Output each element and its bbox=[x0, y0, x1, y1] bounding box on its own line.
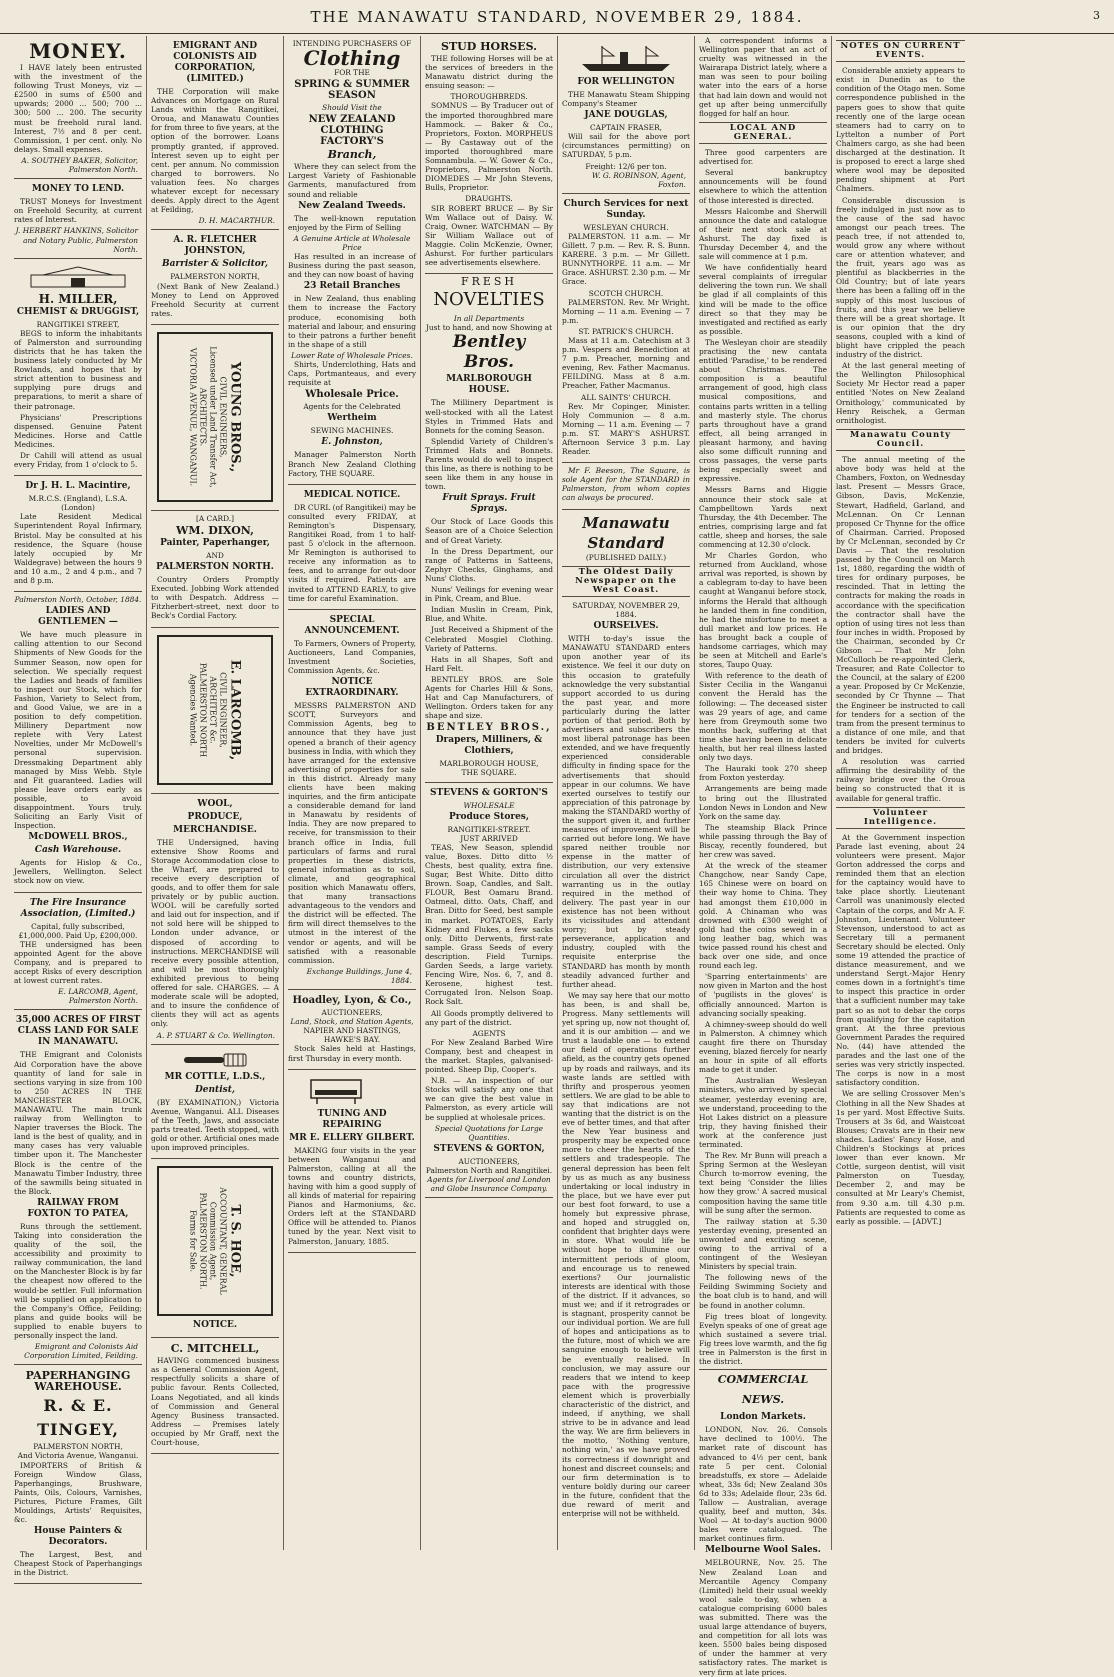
clothing-nz: NEW ZEALAND CLOTHING FACTORY'S bbox=[308, 114, 396, 148]
wellington-title: FOR WELLINGTON bbox=[577, 77, 675, 87]
medical-title: MEDICAL NOTICE. bbox=[303, 489, 401, 500]
paper-title: Manawatu Standard bbox=[582, 513, 670, 552]
volunteer-text-2: We are selling Crossover Men's Clothing in all the New Shades at 1s per yard. Most Effective Suits. Trousers at 3s 6d, and Waistcoat Blouses; Cravats are in their new shades. Ladies' Fancy Hose, and Children's Stockings at prices lower than ever known. Mr Cottle, surgeon dentist, will visit Palmerston on Tuesday, December 2, and may be consulted at Mr Leary's Chemist, from 9.30 a.m. till 4.30 p.m. Patients are requested to come as early as possible. — [ADVT.] bbox=[836, 1089, 965, 1226]
notice-title: NOTICE. bbox=[192, 1320, 238, 1331]
money-signature: A. SOUTHEY BAKER, Solicitor, Palmerston North. bbox=[21, 155, 138, 175]
miller-text-3: Dr Cahill will attend as usual every Friday, from 1 o'clock to 5. bbox=[14, 451, 142, 470]
young-line-3: Licensed under Land Transfer Act, bbox=[208, 346, 218, 488]
melbourne-text: MELBOURNE, Nov. 25. The New Zealand Loan and Mercantile Agency Company (Limited) held their usual weekly wool sale to-day, when a catalogue comprising 6000 bales was submitted. There was the usual large attendance of buyers, and competition for all lots was keen. 5500 bales being disposed of under the hammer at very satisfactory rates. The market is very firm at late prices. bbox=[699, 1558, 827, 1677]
wesleyan-heading: WESLEYAN CHURCH. bbox=[583, 222, 669, 232]
gorton-agents: For New Zealand Barbed Wire Company, best and cheapest in the market. Staples, galvanised-pointed. Sheep Dip, Cooper's. bbox=[425, 1037, 553, 1075]
lend-ad bbox=[14, 179, 142, 259]
notes-text-2: Considerable discussion is freely indulged in just now as to the cause of the sad havoc amongst our peach trees. The peach tree, if not attended to, would grow any where without care or attention whatever, and the fruit, years ago was as plentiful as blackberries in the Old Country; but of late years there has been a falling off in the supply of this most luscious of fruits, and this year we believe there will be a great shortage. It is our opinion that the dry seasons, coupled with a kind of blight have crippled the peach industry of the district. bbox=[836, 195, 965, 360]
tingey-subtitle: House Painters & Decorators. bbox=[33, 1526, 123, 1548]
volunteer-title: Volunteer Intelligence. bbox=[836, 807, 965, 829]
cottle-name: MR COTTLE, L.D.S., bbox=[164, 1071, 266, 1082]
hoadley-text: Stock Sales held at Hastings, first Thursday in every month. bbox=[288, 1044, 416, 1063]
eca-signature: D. H. MACARTHUR. bbox=[198, 216, 275, 226]
lend-text: TRUST Moneys for Investment on Freehold Security, at current rates of Interest. bbox=[14, 197, 142, 225]
drapers: Drapers, Milliners, & Clothiers, bbox=[435, 735, 543, 757]
special-quotations: Special Quotations for Large Quantities. bbox=[434, 1123, 544, 1142]
hoadley-ad bbox=[288, 990, 416, 1070]
ladies-date: Palmerston North, October, 1884. bbox=[14, 595, 142, 605]
eca-title: EMIGRANT AND COLONISTS AID CORPORATION, (LIMITED.) bbox=[172, 41, 258, 84]
fresh-heading: FRESH bbox=[460, 275, 518, 289]
local-text-19: Fig trees bloat of longevity. Evelyn speaks of one of great age which sustained a severe trial. Fig trees love warmth, and the fig tree in Palmerston is the first in the district. bbox=[699, 1311, 827, 1367]
acres-text: THE Emigrant and Colonists Aid Corporation have the above quantity of land for sale in sections varying in size from 100 to 250 ACRES IN THE MANCHESTER BLOCK, MANAWATU. The main trunk railway from Wellington to Napier traverses the Block. The land is the best of quality, and in many cases has very valuable timber upon it. The Manchester Block is the centre of the Manawatu Timber Industry, three of the sawmills being situated in the Block. bbox=[14, 1050, 142, 1196]
miller-text-2: Physicians' Prescriptions dispensed. Genuine Patent Medicines. Horse and Cattle Medicines. bbox=[14, 412, 142, 449]
bentley-text-2: Splendid Variety of Children's Trimmed Hats and Bonnets. Parents would do well to inspect this line, as there is nothing to be seen like them in any house in town. bbox=[425, 436, 553, 492]
clothing-text-5: Shirts, Underclothing, Hats and Caps, Portmanteaus, and every requisite at bbox=[288, 359, 416, 388]
hoadley-sub: AUCTIONEERS, bbox=[321, 1008, 383, 1018]
clothing-text-2: The well-known reputation enjoyed by the Firm of Selling bbox=[288, 213, 416, 232]
young-line-2: CIVIL ENGINEERS, bbox=[218, 376, 228, 458]
clothing-wertheim: Wertheim bbox=[327, 413, 377, 424]
money-title: MONEY. bbox=[29, 39, 127, 63]
county-council-title: Manawatu County Council. bbox=[836, 429, 965, 451]
steamship-icon bbox=[576, 42, 676, 74]
column-3 bbox=[284, 36, 421, 1550]
clothing-visit: Should Visit the bbox=[322, 103, 382, 113]
special-text: To Farmers, Owners of Property, Auctioneers, Land Companies, Investment Societies, Commission Agents, &c. bbox=[288, 638, 416, 676]
cottle-trade: Dentist, bbox=[194, 1084, 235, 1095]
money-text: I HAVE lately been entrusted with the investment of the following Trust Moneys, viz — £2500 in sums of £500 and upwards; 2000 ... 500; 700 ... 300; 500 ... 200. The security must be freehold rural land. Interest, 7½ and 8 per cent. Commission, 1 per cent. only. No delays. Small expenses. bbox=[14, 63, 142, 154]
hoe-line-2: ACCOUNTANT, GENERAL bbox=[218, 1187, 228, 1295]
mitchell-ad bbox=[151, 1338, 279, 1454]
local-text-12: At the wreck of the steamer Changchow, near Sandy Cape, 165 Chinese were on board on their way home to China. They had amongst them £10,000 in gold. A Chinaman who was drowned with £300 weight of gold had the coins sewed in a long leather bag, which was twice passed round his chest and back over one side, and once round each leg. bbox=[699, 861, 827, 971]
commercial-title: COMMERCIAL NEWS. bbox=[699, 1369, 827, 1410]
larcomb-line-2: CIVIL ENGINEER, bbox=[218, 671, 228, 748]
wesleyan-text: PALMERSTON. 11 a.m. — Mr Gillett. 7 p.m. — Rev. R. S. Bunn. KARERE. 3 p.m. — Mr Gillett. BUNNYTHORPE. 11 a.m. — Mr Grace. ASHURST. 2.30 p.m. — Mr Grace. bbox=[562, 231, 690, 287]
gorton-title: STEVENS & GORTON'S bbox=[430, 787, 548, 798]
bentley-text-6: Indian Muslin in Cream, Pink, Blue, and White. bbox=[425, 605, 553, 624]
local-title: LOCAL AND GENERAL. bbox=[699, 122, 827, 144]
cottle-ad bbox=[151, 1045, 279, 1160]
scotch-heading: SCOTCH CHURCH. bbox=[588, 288, 664, 298]
hoe-vertical-text bbox=[188, 1187, 243, 1294]
clothing-lower: Lower Rate of Wholesale Prices. bbox=[291, 350, 413, 360]
johnston-name: A. R. FLETCHER JOHNSTON, bbox=[173, 235, 257, 257]
page-number: 3 bbox=[1093, 9, 1100, 22]
dixon-name: WM. DIXON, bbox=[176, 523, 254, 537]
stud-text: THE following Horses will be at the services of breeders in the Manawatu district during the ensuing season: — bbox=[425, 54, 553, 91]
scotch-text: PALMERSTON. Rev. Mr Wright. Morning — 11 a.m. Evening — 7 p.m. bbox=[562, 297, 690, 325]
bentley-title: Bentley Bros. bbox=[452, 332, 526, 373]
gilbert-label: TUNING AND REPAIRING bbox=[317, 1108, 387, 1130]
notes-title: NOTES ON CURRENT EVENTS. bbox=[836, 40, 965, 62]
clothing-season: SPRING & SUMMER SEASON bbox=[294, 79, 410, 102]
fire-insurance-ad bbox=[14, 893, 142, 1011]
thoroughbreds-heading: THOROUGHBREDS. bbox=[450, 92, 528, 102]
gorton-signature: STEVENS & GORTON, bbox=[433, 1143, 545, 1154]
local-text-5: The Wesleyan choir are steadily practising the new cantata entitled 'Paradise,' to be rendered about Christmas. The composition is a beautiful arrangement of good, high class musical compositions, and contains parts written in a telling and masterly style. The chorus parts throughout have a grand effect, all being arranged in pleasant harmony, and having also some difficult running and cross passages, the verse parts being especially sweet and expressive. bbox=[699, 337, 827, 484]
local-text-1: Three good carpenters are advertised for. bbox=[699, 148, 827, 167]
hoe-line-3: Commission Agent, bbox=[208, 1201, 218, 1281]
local-text-6: Messrs Barns and Higgie announce their stock sale at Campbelltown Yards next Thursday, the 4th December. The entries, comprising large and fat cattle, sheep and horses, the sale commencing at 12.30 o'clock. bbox=[699, 485, 827, 549]
eca-text: THE Corporation will make Advances on Mortgage on Rural Lands within the Rangitikei, Oroua, and Manawatu Counties for from three to five years, at the option of the borrower. Loans promptly granted, if approved. Interest seven up to eight per cent. per annum. No commission charged to borrowers. No valuation fees. No charges whatever except for necessary deeds. Apply direct to the Agent at Feilding, bbox=[151, 87, 279, 215]
dixon-trade: Painter, Paperhanger, bbox=[160, 537, 270, 548]
clothing-sewing: SEWING MACHINES. bbox=[310, 426, 394, 436]
agent-notice bbox=[562, 463, 690, 509]
church-title: Church Services for next Sunday. bbox=[563, 198, 689, 220]
railway-signature: Emigrant and Colonists Aid Corporation Limited, Feilding. bbox=[24, 1342, 138, 1361]
clothing-wholesale: Wholesale Price. bbox=[305, 389, 399, 401]
fire-text: THE undersigned has been appointed Agent for the above Company, and is prepared to accept Risks of every description at lowest current rates. bbox=[14, 939, 142, 986]
masthead-title: THE MANAWATU STANDARD, NOVEMBER 29, 1884. bbox=[310, 8, 804, 26]
hoadley-sub-2: Land, Stock, and Station Agents, bbox=[290, 1017, 414, 1027]
hoe-line-4: PALMERSTON NORTH. bbox=[198, 1192, 208, 1290]
johnston-text: (Next Bank of New Zealand.) Money to Lend on Approved Freehold Security at current rates. bbox=[151, 281, 279, 318]
gilbert-name: MR E. ELLERY GILBERT. bbox=[289, 1132, 415, 1143]
hoe-line-1: T. S. HOE, bbox=[227, 1204, 243, 1278]
column-4 bbox=[421, 36, 558, 1550]
column-6 bbox=[695, 36, 832, 1677]
bentley-text-9: BENTLEY BROS. are Sole Agents for Charles Hill & Sons, Hat and Cap Manufacturers, of Wellington. Orders taken for any shape and size. bbox=[425, 674, 553, 721]
clothing-text: Where they can select from the Largest Variety of Fashionable Garments, manufactured from sound and reliable bbox=[288, 162, 416, 199]
stud-text-2: SOMNUS — By Traducer out of the imported thoroughbred mare Hammock. — Baker & Co., Proprietors, Foxton. MORPHEUS — By Castaway out of the imported thoroughbred mare Somnambula. — W. Gower & Co., Proprietors, Palmerston North. DIOMEDES — Mr John Stevens, Bulls, Proprietor. bbox=[425, 101, 553, 193]
stud-title: STUD HORSES. bbox=[441, 40, 537, 53]
wool-ad bbox=[151, 794, 279, 1045]
gilbert-text: MAKING four visits in the year between Wanganui and Palmerston, calling at all the towns and country districts, having with him a good supply of all kinds of material for repairing Pianos and Harmoniums, &c. Orders left at the STANDARD Office will be attended to. Pianos tuned by the year. Next visit to Palmerston, January, 1885. bbox=[288, 1145, 416, 1246]
young-line-1: YOUNG BROS., bbox=[227, 361, 243, 473]
paperhanging-title: PAPERHANGING WAREHOUSE. bbox=[25, 1369, 131, 1394]
allsaints-heading: ALL SAINTS' CHURCH. bbox=[580, 392, 671, 402]
miller-trade: CHEMIST & DRUGGIST, bbox=[16, 306, 140, 317]
showing-text: Just to hand, and now Showing at bbox=[425, 323, 553, 333]
ship-signature: W. G. ROBINSON, Agent, Foxton. bbox=[591, 170, 686, 189]
in-all-departments: In all Departments bbox=[453, 314, 525, 324]
ship-text-2: Will sail for the above port (circumstances permitting) on SATURDAY, 5 p.m. bbox=[562, 132, 690, 160]
bentley-title-2: BENTLEY BROS., bbox=[426, 722, 552, 734]
novelties-heading: NOVELTIES bbox=[433, 289, 545, 311]
macintire-ad bbox=[14, 476, 142, 592]
the-square: THE SQUARE. bbox=[461, 768, 517, 778]
hoadley-title: Hoadley, Lyon, & Co., bbox=[292, 995, 412, 1007]
gorton-nb: N.B. — An inspection of our Stocks will satisfy any one that we can give the best value in Palmerston, as every article will be supplied at wholesale prices. bbox=[425, 1076, 553, 1122]
clothing-manager-text: Manager Palmerston North Branch New Zealand Clothing Factory, THE SQUARE. bbox=[288, 450, 416, 478]
macintire-quals: M.R.C.S. (England), L.S.A. (London) bbox=[28, 494, 128, 513]
local-text-15: The Australian Wesleyan ministers, who arrived by special steamer, yesterday evening are, we understand, proceeding to the Hot Lakes district on a pleasure trip, they having finished their work at the conference just terminated. bbox=[699, 1076, 827, 1149]
county-council-text: The annual meeting of the above body was held at the Chambers, Foxton, on Wednesday last. Present — Messrs Grace, Gibson, Davis, McKenzie, Stewart, Hadfield, Garland, and McLennan. On Cr Lennan proposed Cr Thynne for the office of Chairman. Carried. Proposed by Cr McLennan, seconded by Cr Davis — That the resolution passed by the Council on March 1st, 1880, regarding the width of tires for ordinary purposes, be rescinded. That in letting the contracts for making the roads in accordance with the specification the contractor shall have the option of using tires not less than four inches in width. Proposed by the Chairman, seconded by Cr Gibson — That Mr John McCulloch be re-appointed Clerk, Treasurer, and Rate Collector to the Council, at the salary of £200 a year. Proposed by Cr McKenzie, seconded by Cr Thynne — That the Engineer be instructed to call for tenders for a section of the tram from the present terminus to a distance of one mile, and that tenders be invited for culverts and bridges. bbox=[836, 455, 966, 756]
agent-text: Mr F. Beeson, The Square, is sole Agent for the STANDARD in Palmerston, from whom copies can always be procured. bbox=[562, 466, 690, 503]
column-2 bbox=[147, 36, 284, 1550]
tingey-place-2: And Victoria Avenue, Wanganui. bbox=[17, 1451, 139, 1461]
young-bros-box bbox=[157, 332, 273, 502]
eca-ad bbox=[151, 36, 279, 230]
fire-capital: Capital, fully subscribed, £1,000,000. Paid Up, £200,000. bbox=[18, 921, 138, 940]
dixon-ad bbox=[151, 511, 279, 628]
bentley-text-3: Our Stock of Lace Goods this Season are of a Choice Selection and of Great Variety. bbox=[425, 517, 553, 545]
extraordinary-signature: Exchange Buildings, June 4, 1884. bbox=[306, 966, 412, 985]
notes-text-3: At the last general meeting of the Wellington Philosophical Society Mr Hector read a paper entitled 'Notes on New Zealand Ornithology,' communicated by Henry Reischek, a German ornithologist. bbox=[836, 361, 965, 425]
marlborough-house-2: MARLBOROUGH HOUSE, bbox=[439, 759, 539, 769]
local-text-7: Mr Charles Gordon, who returned from Auckland, whose arrival was reported, is shown by a cablegram to-day to have been caught at Wanganui before stock, informs the Herald that although he landed them in fine condition, he had the misfortune to meet a dull market and low prices. He has brought back a couple of handsome carriages, which may be seen at Mitchell and Earle's stores, Taupo Quay. bbox=[699, 551, 827, 670]
tingey-text-2: The Largest, Best, and Cheapest Stock of Paperhangings in the District. bbox=[14, 1550, 142, 1578]
gorton-sub-2: Produce Stores, bbox=[448, 811, 529, 822]
bentley-text-8: Hats in all Shapes, Soft and Hard Felt. bbox=[425, 654, 553, 673]
bentley-text-4: In the Dress Department, our range of Patterns in Satteens, Zephyr Checks, Ginghams, and Nuns' Cloths. bbox=[425, 546, 553, 583]
clothing-for: FOR THE bbox=[334, 68, 370, 78]
gilbert-ad bbox=[288, 1070, 416, 1253]
clothing-agents: Agents for the Celebrated bbox=[303, 402, 401, 412]
toothbrush-icon bbox=[180, 1051, 250, 1069]
chemist-shop-logo bbox=[23, 265, 133, 291]
allsaints-text: Rev. Mr Copinger, Minister. Holy Communion — 8 a.m. Morning — 11 a.m. Evening — 7 p.m. ST. MARY'S ASHURST. Afternoon Service 3 p.m. Lay Reader. bbox=[562, 401, 690, 457]
newspaper-columns bbox=[10, 36, 1106, 1677]
johnston-place: PALMERSTON NORTH, bbox=[170, 272, 260, 282]
bentley-ad bbox=[425, 274, 553, 782]
clothing-text-4: in New Zealand, thus enabling them to increase the Factory produce, economising both material and labour, and ensuring to their patrons a further benefit in the shape of a still bbox=[288, 294, 416, 349]
ladies-title: LADIES AND GENTLEMEN — bbox=[38, 606, 118, 628]
clothing-tweeds: New Zealand Tweeds. bbox=[298, 200, 406, 211]
macintire-name: Dr J. H. L. Macintire, bbox=[25, 481, 131, 492]
london-text: LONDON, Nov. 26. Consols have declined to 100½. The market rate of discount has advanced to 4½ per cent, bank rate 5 per cent. Colonial breadstuffs, ex store — Adelaide wheat, 33s 6d; New Zealand 30s 6d to 33s; Adelaide flour, 23s 6d. Tallow — Australian, average quality, beef and mutton, 34s. Wool — At to-day's auction 9000 bales were catalogued. The market continues firm. bbox=[699, 1425, 827, 1544]
ship-text: THE Manawatu Steam Shipping Company's Steamer bbox=[562, 90, 690, 109]
gorton-agencies: Agents for Liverpool and London and Globe Insurance Company. bbox=[427, 1175, 551, 1194]
ourselves-text-2: We may say here that our motto has been, is and shall be, Progress. Many settlements will yet spring up, now not thought of, and it is our ambition — and we trust a laudable one — to extend our field of operations further afield, as the country gets opened up by roads and railways, and its waste lands are settled with thrifty and prosperous yeomen settlers. We are glad to be able to say that indications are not wanting that the district is on the eve of better times, and that after the New Year business and prosperity may be expected once more to cheer the hearts of the settlers and tradespeople. The general depression has been felt by us as much as any business undertaking or local industry in the place, but we have ever put our best foot forward, to use a homely but expressive phrase, and hoped and struggled on, confident that brighter days were in store. What would life be without hope to illumine our intermittent periods of gloom, and encourage us to renewed exertions? Our journalistic interests are identical with those of the district. If it advances, so must we; and if it retrogrades or is stagnant, prosperity cannot be our individual portion. We are full of hopes and anticipations as to the future, most of which we are sanguine enough to believe will be eventually realised. In conclusion, we may assure our readers that we intend to keep pace with the progressive element which is proverbially characteristic of the district, and indeed, if anything, we shall strive to be in advance and lead the way. We are firm believers in the motto, 'Nothing venture, nothing win,' as we have proved its correctness if downright and honest and discreet counsels; and our firm determination is to venture boldly during our career in the future, confident that the due reward of merit and enterprise will not be withheld. bbox=[562, 990, 690, 1519]
gorton-sub: WHOLESALE bbox=[463, 800, 515, 810]
railway-title: RAILWAY FROM FOXTON TO PATEA, bbox=[27, 1197, 129, 1219]
young-line-5: VICTORIA AVENUE, WANGANUI. bbox=[188, 347, 198, 487]
marlborough-house: MARLBOROUGH HOUSE. bbox=[446, 374, 532, 396]
column-7 bbox=[832, 36, 969, 1550]
young-line-4: ARCHITECTS. bbox=[198, 387, 208, 447]
stpatrick-heading: ST. PATRICK'S CHURCH. bbox=[578, 326, 674, 336]
hoe-line-5: Farms for Sale. bbox=[188, 1210, 198, 1273]
draughts-heading: DRAUGHTS. bbox=[465, 194, 513, 204]
medical-text: DR CURL (of Rangitikei) may be consulted every FRIDAY, at Remington's Dispensary, Rangitikei Road, from 1 to half-past 5 o'clock in the afternoon. Mr Remington is authorised to receive any information as to fees, and to arrange for out-door visits if required. Patients are invited to ATTEND EARLY, to give time for careful Examination. bbox=[288, 502, 416, 603]
local-text-2: Several bankruptcy announcements will be found elsewhere to which the attention of those interested is directed. bbox=[699, 168, 827, 205]
stud-text-3: SIR ROBERT BRUCE — By Sir Wm Wallace out of Daisy. W. Craig, Owner. WATCHMAN — By Sir William Wallace out of Maggie. Colin McKenzie, Owner, Ashurst. For further particulars see advertisements elsewhere. bbox=[425, 203, 553, 268]
young-bros-card bbox=[151, 325, 279, 511]
gorton-list: TEAS, New Season, splendid value, Boxes. Ditto ditto ½ Chests, best quality, extra fine. Sugar, Best White. Ditto ditto Brown. Soap, Candles, and Salt. FLOUR, Best Oamaru Brand. Oatmeal, ditto. Oats, Chaff, and Bran. Ditto for Seed, best sample in market. POTATOES, Early Kidney and Flukes, a few sacks only. Ditto Derwents, first-rate sample. Grass Seeds of every description. Field Turnips. Garden Seeds, a large variety. Fencing Wire, Nos. 6, 7, and 8. Kerosene, highest test. Corrugated Iron. Nelson Soap. Rock Salt. bbox=[425, 842, 553, 1007]
hoe-box bbox=[157, 1166, 273, 1316]
notes-text-1: Considerable anxiety appears to exist in Dunedin as to the condition of the Otago men. Some correspondence published in the papers goes to show that quite recently one of the large ocean steamers had to carry on to Lyttelton a number of Port Chalmers cargo, as she had been discharged at the destination. It is proposed to erect a large shed where wool may be deposited pending shipment at Port Chalmers. bbox=[836, 66, 965, 194]
mcdowell-ad bbox=[14, 592, 142, 892]
larcomb-line-1: E. LARCOMB, bbox=[227, 659, 243, 760]
tingey-ad bbox=[14, 1365, 142, 1584]
clothing-branch: Branch, bbox=[327, 148, 377, 162]
agents-heading: AGENTS bbox=[472, 1028, 506, 1038]
fire-signature: E. LARCOMB, Agent, Palmerston North. bbox=[58, 987, 138, 1006]
gorton-delivery: All Goods promptly delivered to any part of the district. bbox=[425, 1008, 553, 1027]
local-text-10: Arrangements are being made to bring out the Illustrated London News in London and New York on the same day. bbox=[699, 784, 827, 821]
bentley-text-7: Just Received a Shipment of the Celebrated Mosgiel Clothing. Variety of Patterns. bbox=[425, 625, 553, 653]
johnston-ad bbox=[151, 230, 279, 324]
cash-text: Agents for Hislop & Co., Jewellers, Wellington. Select stock now on view. bbox=[14, 858, 142, 886]
lend-signature: J. HERBERT HANKINS, Solicitor and Notary Public, Palmerston North. bbox=[15, 226, 138, 254]
dixon-place: PALMERSTON NORTH. bbox=[156, 562, 274, 573]
extraordinary-title: NOTICE EXTRAORDINARY. bbox=[305, 677, 399, 699]
ship-name: JANE DOUGLAS, bbox=[584, 110, 668, 121]
tingey-title: R. & E. TINGEY, bbox=[37, 1396, 119, 1440]
acres-ad bbox=[14, 1010, 142, 1365]
volunteer-text: At the Government inspection Parade last evening, about 24 volunteers were present. Major Gorton addressed the corps and reminded them that an election for the captaincy would have to take place shortly. Lieutenant Carroll was unanimously elected Captain of the corps, and Mr A. F. Johnston, Lieutenant. Volunteer Stevenson, understood to act as Secretary till a permanent Secretary should be elected. Only some 19 attended the practice of distance measurement, and we understand Sergt.-Major Henry comes down in a fortnight's time to inspect this practice in order that a sufficient number may take part so as not to debar the corps from qualifying for the capitation grant. At the three previous Government Parades the required No. (44) have attended the parades and the last one of the series was very strictly inspected. The corps is now in a most satisfactory condition. bbox=[836, 832, 965, 1088]
piano-icon bbox=[307, 1076, 397, 1106]
hoadley-place: NAPIER AND HASTINGS, HAWKE'S BAY. bbox=[303, 1026, 401, 1045]
macintire-text: Late Resident Medical Superintendent Royal Infirmary, Bristol. May be consulted at his residence, the Square (house lately occupied by Mr Waldegrave) between the hours 9 and 10 a.m., 2 and 4 p.m., and 7 and 8 p.m. bbox=[14, 512, 142, 586]
ship-freight: Freight: 12/6 per ton. bbox=[585, 161, 667, 171]
acres-title: 35,000 ACRES OF FIRST CLASS LAND FOR SALE IN MANAWATU. bbox=[15, 1015, 141, 1048]
railway-text: Runs through the settlement. Taking into consideration the quality of the soil, the accessibility and proximity to railway communication, the land on the Manchester Block is by far the cheapest now offered to the would-be settler. Full information will be supplied on application to the Company's Office, Feilding; plans and guide books will be supplied to enable buyers to personally inspect the land. bbox=[14, 1221, 142, 1341]
local-text-3: Messrs Halcombe and Sherwill announce the date and catalogue of their next stock sale at Ashurst. The day fixed is Thursday December 4, and the sale will commence at 1 p.m. bbox=[699, 206, 827, 262]
wool-signature: A. P. STUART & Co. Wellington. bbox=[156, 1030, 275, 1040]
london-title: London Markets. bbox=[720, 1412, 806, 1423]
larcomb-box bbox=[157, 635, 273, 785]
clothing-retail: 23 Retail Branches bbox=[303, 281, 401, 292]
gorton-auctioneers: AUCTIONEERS, bbox=[458, 1156, 520, 1166]
column-1 bbox=[10, 36, 147, 1578]
ship-captain: CAPTAIN FRASER, bbox=[590, 123, 662, 133]
wool-title: WOOL, bbox=[197, 798, 233, 809]
clothing-pre: INTENDING PURCHASERS OF bbox=[292, 39, 412, 48]
hoe-card bbox=[151, 1159, 279, 1338]
miller-text: BEGS to inform the inhabitants of Palmerston and surrounding districts that he has taken the business lately conducted by Mr Rowlands, and hopes that by strict attention to business and supplying pure drugs and preparations, to merit a share of their patronage. bbox=[14, 328, 142, 411]
just-arrived: JUST ARRIVED bbox=[460, 833, 518, 843]
column-5 bbox=[558, 36, 695, 1550]
tingey-place: PALMERSTON NORTH, bbox=[33, 1442, 123, 1452]
published-daily: (PUBLISHED DAILY.) bbox=[585, 552, 667, 562]
wool-text: THE Undersigned, having extensive Show Rooms and Storage Accommodation close to the Wharf, are prepared to receive every description of goods, and to offer them for sale privately or by public auction. WOOL will be carefully sorted and laid out for inspection, and if not sold here will be shipped to London under advance, or disposed of according to instructions. MERCHANDISE will receive every possible attention, and will be most thoroughly exhibited previous to being offered for sale. CHARGES. — A moderate scale will be adopted, and to insure the confidence of clients they will act as agents only. bbox=[151, 837, 279, 1029]
young-bros-vertical-text bbox=[188, 346, 243, 487]
melbourne-title: Melbourne Wool Sales. bbox=[705, 1545, 821, 1556]
tingey-text: IMPORTERS of British & Foreign Window Glass, Paperhangings, Brushware, Paints, Oils, Colours, Varnishes, Pictures, Picture Frames, Gilt Mouldings, Artists' Requisites, &c. bbox=[14, 1460, 142, 1525]
editorial bbox=[562, 513, 690, 1519]
gorton-ad bbox=[425, 783, 553, 1199]
wool-title-3: MERCHANDISE. bbox=[173, 824, 257, 835]
local-text-13: 'Sparring entertainments' are now given in Marton and the host of 'pugilists in the gloves' is officially announced. Marton is advancing socially speaking. bbox=[699, 972, 827, 1018]
larcomb-vertical-text bbox=[188, 659, 243, 760]
local-text-18: The following news of the Feilding Swimming Society and the boat club is to hand, and will be found in another column. bbox=[699, 1273, 827, 1310]
medical-ad bbox=[288, 485, 416, 610]
steamer-ad bbox=[562, 36, 690, 194]
johnston-trade: Barrister & Solicitor, bbox=[161, 259, 269, 270]
clothing-ad bbox=[288, 36, 416, 485]
money-ad bbox=[14, 36, 142, 179]
miller-name: H. MILLER, bbox=[38, 291, 118, 306]
dixon-and: AND bbox=[206, 550, 224, 560]
local-text-11: The steamship Black Prince while passing through the Bay of Biscay, recently foundered, but her crew was saved. bbox=[699, 822, 827, 860]
special-title: SPECIAL ANNOUNCEMENT. bbox=[304, 614, 400, 636]
cash-warehouse-title: Cash Warehouse. bbox=[34, 845, 122, 856]
extraordinary-text: MESSRS PALMERSTON AND SCOTT, Surveyors and Commission Agents, beg to announce that they have just opened a branch of their agency business in India, with which they have arranged for the extensive advertising of properties for sale in this district. Already many clients have been making inquiries, and the firm anticipate a considerable demand for land in Manawatu by residents of India. They are now prepared to receive, for transmission to their branch office in India, full particulars of farms and rural properties in these districts, general information as to soil, climate, and geographical position which Manawatu offers, that many transactions advantageous to the vendors and the district will be effected. The firm will direct themselves to the utmost in the interest of the vendor or agents, and will be satisfied with a reasonable commission. bbox=[288, 701, 416, 965]
miller-street: RANGITIKEI STREET, bbox=[36, 319, 120, 329]
fire-title: The Fire Insurance Association, (Limited.) bbox=[20, 897, 136, 919]
larcomb-line-4: PALMERSTON NORTH bbox=[198, 662, 208, 757]
clothing-text-3: Has resulted in an increase of Business during the past season, and they can now boast of having bbox=[288, 252, 416, 280]
ourselves-text: WITH to-day's issue the MANAWATU STANDARD enters upon another year of its existence. We feel it our duty on this occasion to gratefully acknowledge the very substantial support accorded to us during the past year, and more particularly during the latter portion of that period. Both by advertisers and subscribers the most liberal patronage has been extended, and we have frequently experienced considerable difficulty in finding space for the advertisements that should appear in our columns. We have exerted ourselves to testify our appreciation of this patronage by making the STANDARD worthy of the support given it, and further measures of improvement will be carried out before long. We have spared neither trouble nor expense in the matter of distribution, our very extensive circulation all over the district warranting us in the outlay required in the method of delivery. The past year in our existence has not been without its vicissitudes and attendant worry; but by steady perseverance, application and industry, coupled with the requisite enterprise the STANDARD has month by month steadily advanced further and further ahead. bbox=[562, 634, 690, 989]
local-text-8: With reference to the death of Sister Cecilia in the Wanganui convent the Herald has the following: — The deceased sister was 29 years of age, and came here from Greymouth some two months back, suffering at that time she having been in delicate health, but her real illness lasted only two days. bbox=[699, 671, 827, 763]
local-text-4: We have confidentially heard several complaints of irregular delivering the town run. We shall be glad if all complaints of this kind will be made to the office direct so that they may be investigated and rectified as early as possible. bbox=[699, 263, 827, 336]
larcomb-line-3: ARCHITECT &c. bbox=[208, 675, 218, 744]
clothing-title: Clothing bbox=[303, 46, 401, 71]
cottle-text: (BY EXAMINATION,) Victoria Avenue, Wanganui. ALL Diseases of the Teeth, Jaws, and associate parts treated. Teeth stopped, with gold or other. Artificial ones made upon improved principles. bbox=[151, 1097, 279, 1153]
intro-text: A correspondent informs a Wellington paper that an act of cruelty was witnessed in the Wairarapa District lately, where a man was seen to pour boiling water into the ears of a horse that had lain down and would not get up after being unmercifully flogged for half an hour. bbox=[699, 36, 827, 118]
ladies-text: We have much pleasure in calling attention to our Second Shipments of New Goods for the Summer Season, now open for selection. We specially request the Ladies and heads of families to inspect our Stock, which for Fashion, Variety to Select from, and Good Value, we are in a position to defy competition. Millinery Department now replete with Very Latest Novelties, under Mr McDowell's personal supervision. Dressmaking Department ably managed by Miss Webb. Style and Fit guaranteed. Ladies will please leave orders early as possible, to avoid disappointment. Yours truly. Soliciting an Early Visit of Inspection. bbox=[14, 630, 142, 831]
gorton-street: RANGITIKEI-STREET. bbox=[447, 824, 531, 834]
mitchell-text: HAVING commenced business as a General Commission Agent, respectfully solicits a share of public favour. Rents Collected, Loans Negotiated, and all kinds of Commission and General Agency Business transacted. Address — Premises lately occupied by Mr Graff, next the Court-house, bbox=[151, 1356, 279, 1447]
ourselves-title: OURSELVES. bbox=[593, 621, 659, 632]
issue-date: SATURDAY, NOVEMBER 29, 1884. bbox=[572, 600, 680, 620]
fruit-sprays: Fruit Sprays. Fruit Sprays. bbox=[442, 493, 536, 515]
clothing-genuine: A Genuine Article at Wholesale Price bbox=[293, 233, 411, 252]
lend-title: MONEY TO LEND. bbox=[31, 184, 125, 195]
larcomb-line-5: Agencies Wanted. bbox=[188, 673, 198, 746]
county-council-text-2: A resolution was carried affirming the desirability of the railway bridge over the Oroua being so constructed that it is available for general traffic. bbox=[836, 757, 965, 803]
oldest-paper: The Oldest Daily Newspaper on the West Coast. bbox=[562, 566, 690, 597]
larcomb-card bbox=[151, 628, 279, 794]
local-text-17: The railway station at 5.30 yesterday evening, presented an unwonted and exciting scene, owing to the arrival of a contingent of the Wesleyan Ministers by special train. bbox=[699, 1216, 827, 1272]
church-services bbox=[562, 194, 690, 463]
wool-title-2: PRODUCE, bbox=[187, 811, 243, 822]
masthead bbox=[0, 0, 1114, 34]
mcdowell-signature: McDOWELL BROS., bbox=[28, 832, 128, 843]
mitchell-name: C. MITCHELL, bbox=[170, 1342, 260, 1356]
dixon-text: Country Orders Promptly Executed. Jobbing Work attended to with Despatch. Address — Fitzherbert-street, next door to Beck's Cordial Factory. bbox=[151, 575, 279, 621]
bentley-text-5: Nuns' Veilings for evening wear in Pink, Cream, and Blue. bbox=[425, 585, 553, 604]
special-ad bbox=[288, 610, 416, 990]
local-text-9: The Hauraki took 270 sheep from Foxton yesterday. bbox=[699, 764, 827, 783]
stud-ad bbox=[425, 36, 553, 274]
local-text-16: The Rev. Mr Bunn will preach a Spring Sermon at the Wesleyan Church to-morrow evening, the text being 'Consider the lilies how they grow.' A sacred musical composition having the same title will be sung after the sermon. bbox=[699, 1151, 827, 1215]
local-text-14: A chimney-sweep should do well in Palmerston. A chimney which caught fire there on Thursday evening, blazed fiercely for nearly an hour in spite of all efforts made to get it under. bbox=[699, 1019, 828, 1075]
dixon-card: [A CARD.] bbox=[195, 513, 235, 523]
gorton-place: Palmerston North and Rangitikei. bbox=[425, 1165, 553, 1175]
stpatrick-text: Mass at 11 a.m. Catechism at 3 p.m. Vespers and Benediction at 7 p.m. Preacher, morning and evening, Rev. Father Macmanus. FEILDING. Mass at 8 a.m. Preacher, Father Macmanus. bbox=[562, 335, 690, 391]
bentley-text: The Millinery Department is well-stocked with all the Latest Styles in Trimmed Hats and Bonnets for the coming Season. bbox=[425, 398, 553, 435]
miller-ad bbox=[14, 259, 142, 477]
clothing-manager: E. Johnston, bbox=[321, 437, 383, 448]
